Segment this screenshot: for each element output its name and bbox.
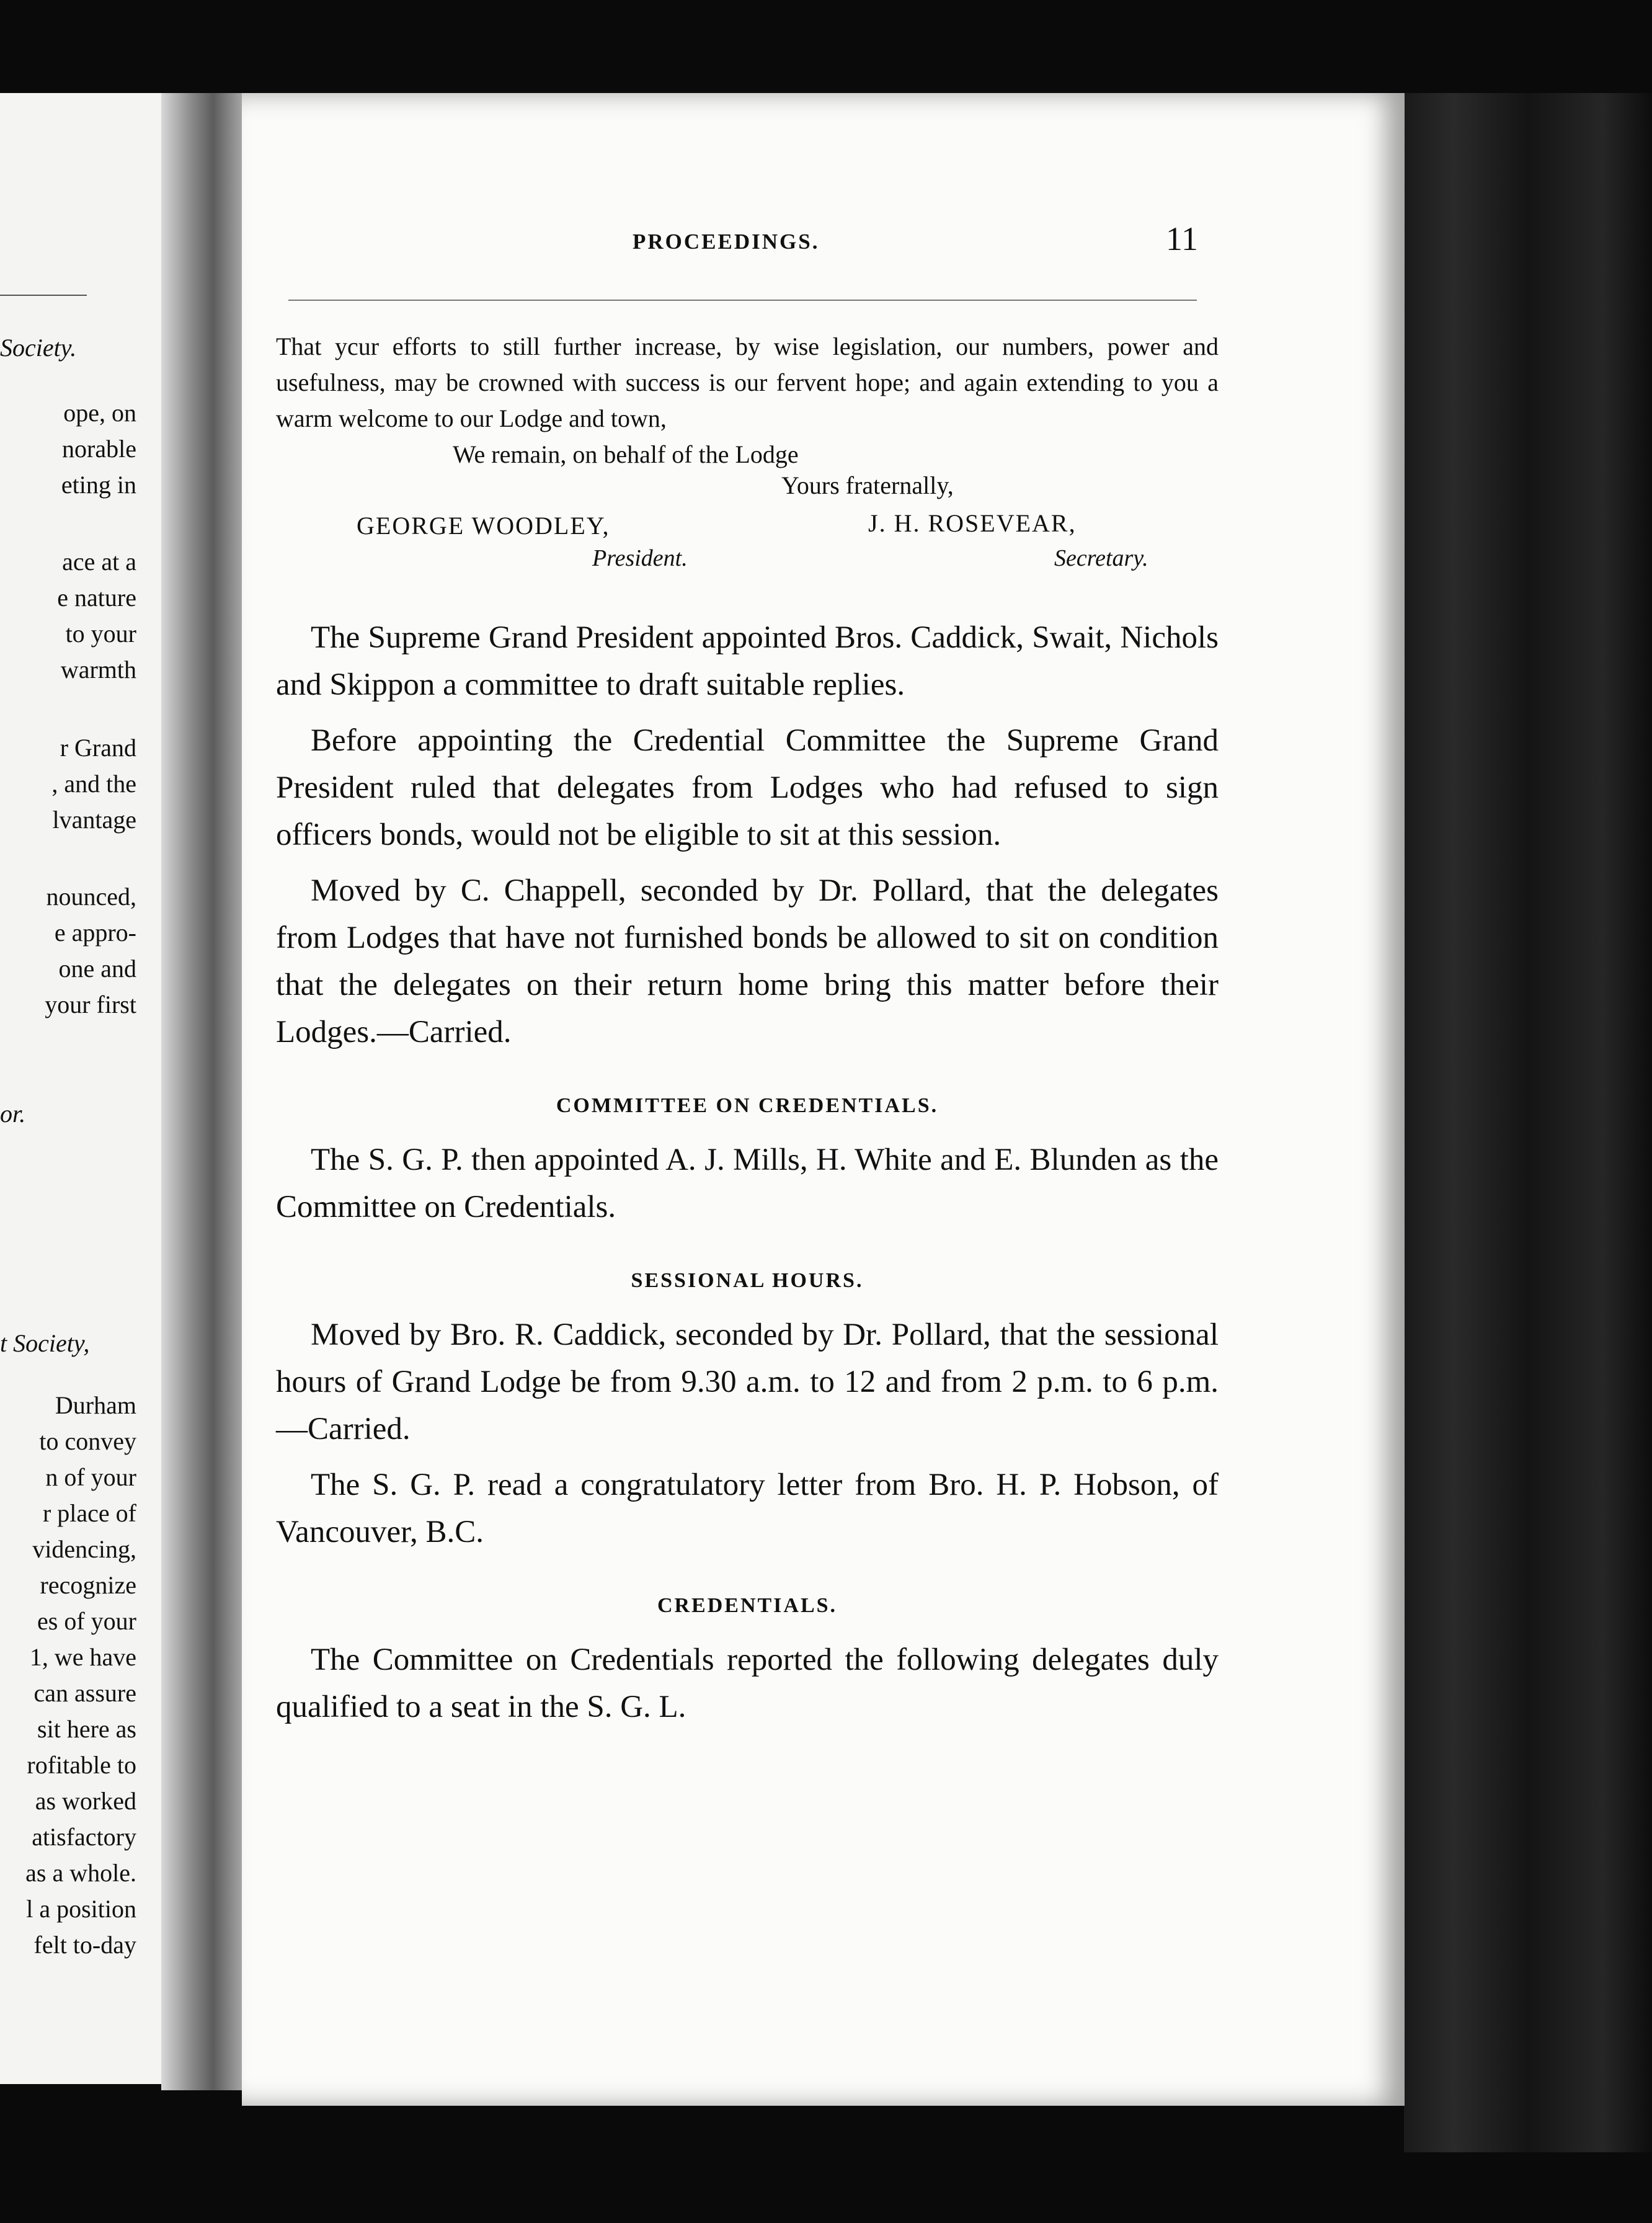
section-heading: SESSIONAL HOURS.	[631, 1269, 864, 1292]
paragraph: The Supreme Grand President appointed Bros. Caddick, Swait, Nichols and Skippon a committee to draft suitable replies.	[276, 620, 1219, 702]
left-page-line: Durham	[55, 1391, 136, 1419]
left-page-line: e nature	[57, 584, 136, 612]
left-page-line: ace at a	[62, 548, 136, 576]
left-page-line: norable	[62, 435, 136, 463]
left-page-line: warmth	[60, 656, 136, 684]
left-page-line: eting in	[61, 471, 136, 499]
left-page-line: , and the	[51, 770, 136, 798]
book-binding-edge	[1404, 93, 1652, 2152]
paragraph: The S. G. P. then appointed A. J. Mills, H. White and E. Blunden as the Committee on Credentials.	[276, 1143, 1219, 1224]
left-page-line: r place of	[42, 1499, 136, 1527]
letter-closing-yours	[276, 473, 1219, 509]
left-page-line: nounced,	[46, 883, 136, 911]
left-page-line: r Grand	[60, 734, 136, 762]
running-head: PROCEEDINGS.	[633, 229, 820, 254]
left-page-line: felt to-day	[33, 1931, 136, 1959]
left-page-line: as worked	[35, 1787, 136, 1815]
letter-closing	[276, 437, 1219, 473]
paragraph: Moved by C. Chappell, seconded by Dr. Pollard, that the delegates from Lodges that have not furnished bonds be allowed to sit on condition that the delegates on their return home bring this matter before their Lodges.—Carried.	[276, 873, 1219, 1049]
left-page-line: or.	[0, 1100, 26, 1128]
left-page-line: can assure	[33, 1679, 136, 1707]
left-page-line: es of your	[37, 1607, 136, 1635]
left-page-line: n of your	[45, 1463, 136, 1491]
page-header	[242, 220, 1405, 267]
book-gutter-shadow	[161, 93, 248, 2090]
left-page-line: lvantage	[52, 806, 136, 834]
left-page-line: 1, we have	[29, 1643, 136, 1671]
paragraph: The S. G. P. read a congratulatory letter from Bro. H. P. Hobson, of Vancouver, B.C.	[276, 1468, 1219, 1549]
left-page-line: l a position	[26, 1895, 136, 1923]
left-page-line: one and	[58, 955, 136, 982]
left-page-line: videncing,	[32, 1535, 136, 1563]
section-heading: CREDENTIALS.	[657, 1594, 838, 1617]
letter-text: That ycur efforts to still further increase, by wise legislation, our numbers, power and usefulness, may be crowned with success is our fervent hope; and again extending to you a warm welcome to our Lodge and town,	[276, 332, 1219, 432]
signatures	[276, 509, 1219, 589]
left-page-line: sit here as	[37, 1715, 136, 1743]
left-page-line: rofitable to	[27, 1751, 136, 1779]
paragraph: The Committee on Credentials reported the following delegates duly qualified to a seat in the S. G. L.	[276, 1642, 1219, 1724]
minutes-block	[276, 614, 1219, 1056]
header-rule	[288, 300, 1197, 301]
letter-yours: Yours fraternally,	[781, 471, 954, 499]
signatory-title: Secretary.	[1054, 545, 1148, 571]
left-page-line: Society.	[0, 334, 77, 362]
left-page-line: e appro-	[54, 919, 136, 947]
left-page-line: your first	[45, 991, 136, 1018]
left-facing-page	[0, 93, 186, 2084]
signatory-title: President.	[592, 545, 688, 571]
book-page	[242, 93, 1405, 2106]
left-page-line: recognize	[40, 1571, 136, 1599]
page-number: 11	[1166, 220, 1198, 257]
paragraph: Moved by Bro. R. Caddick, seconded by Dr. Pollard, that the sessional hours of Grand Lodge be from 9.30 a.m. to 12 and from 2 p.m. to 6 p.m.—Carried.	[276, 1317, 1219, 1446]
left-page-line: as a whole.	[25, 1859, 136, 1887]
left-page-line: t Society,	[0, 1329, 90, 1357]
left-page-rule	[0, 295, 87, 296]
signatory-name: J. H. ROSEVEAR,	[868, 509, 1077, 537]
left-page-line: to convey	[39, 1427, 136, 1455]
signatory-name: GEORGE WOODLEY,	[357, 512, 610, 540]
page-body	[276, 329, 1219, 1731]
left-page-line: ope, on	[63, 399, 136, 427]
left-page-line: to your	[65, 620, 136, 648]
letter-block	[276, 329, 1219, 589]
letter-remain: We remain, on behalf of the Lodge	[453, 440, 799, 468]
paragraph: Before appointing the Credential Committee the Supreme Grand President ruled that delegates from Lodges who had refused to sign officers bonds, would not be eligible to sit at this session.	[276, 723, 1219, 852]
left-page-line: atisfactory	[32, 1823, 136, 1851]
section-heading: COMMITTEE ON CREDENTIALS.	[556, 1094, 939, 1117]
